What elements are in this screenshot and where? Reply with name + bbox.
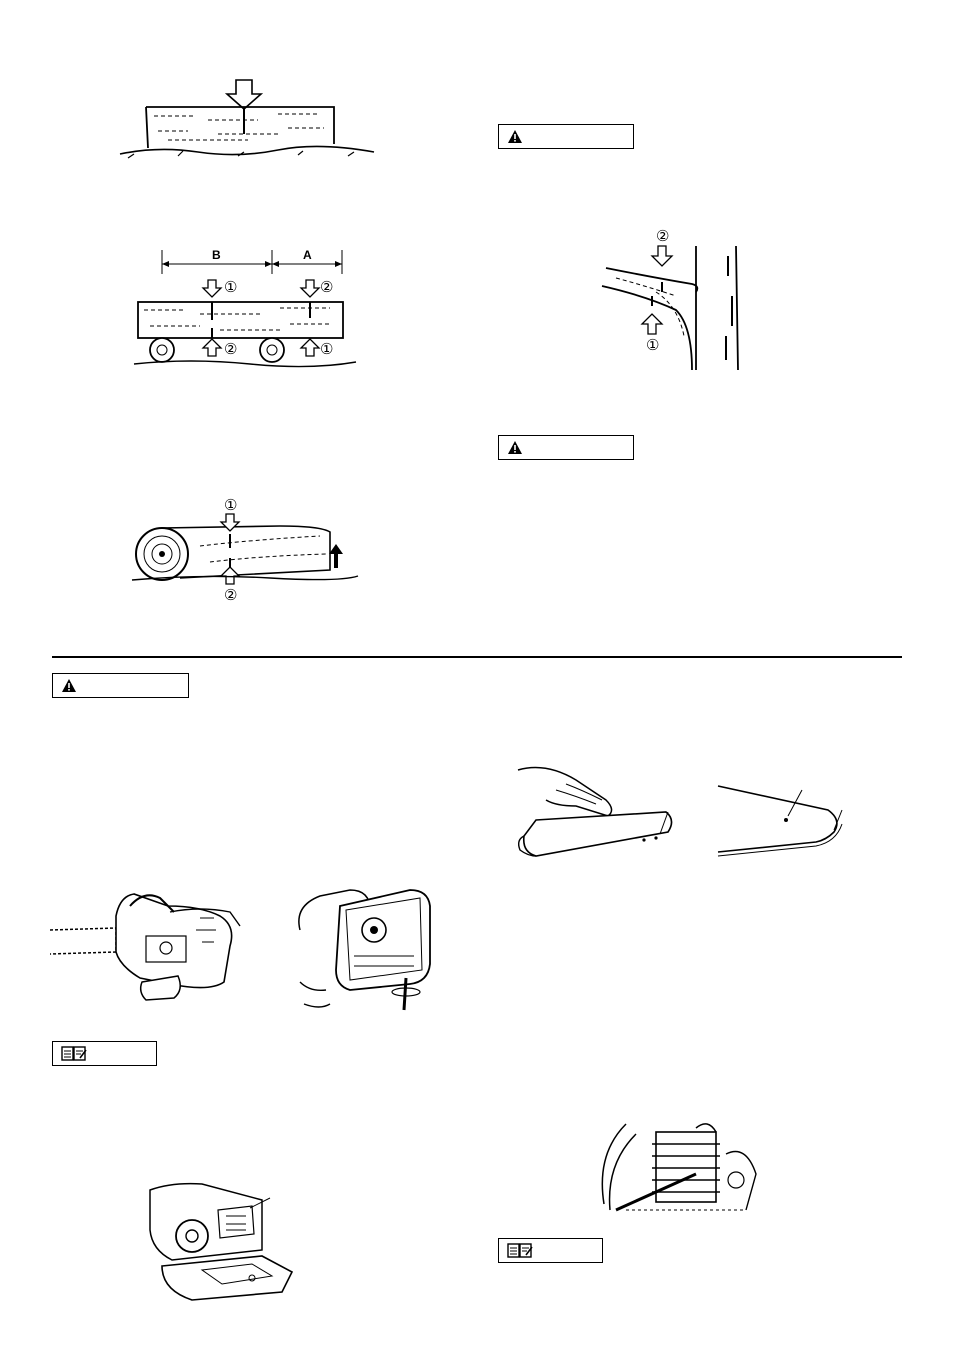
figure-guide-bar-inspection xyxy=(516,760,846,870)
section-divider xyxy=(52,656,902,658)
figure-air-filter-cover xyxy=(290,886,440,1010)
warning-box xyxy=(52,673,189,698)
cut-label-2: ② xyxy=(656,228,670,245)
cut-label-2: ② xyxy=(320,279,334,296)
figure-log-on-supports xyxy=(130,244,360,374)
note-box xyxy=(498,1238,603,1263)
cut-label-1: ① xyxy=(224,497,238,514)
cut-label-1: ① xyxy=(320,341,334,358)
dimension-label-b: B xyxy=(212,248,221,262)
book-note-icon xyxy=(61,1046,87,1062)
warning-triangle-icon xyxy=(61,678,77,693)
warning-box xyxy=(498,124,634,149)
warning-triangle-icon xyxy=(507,440,523,455)
warning-triangle-icon xyxy=(507,129,523,144)
figure-cylinder-fins xyxy=(596,1114,762,1222)
figure-branch-cut xyxy=(596,226,746,374)
figure-chain-oiler-area xyxy=(142,1180,302,1304)
note-box xyxy=(52,1041,157,1066)
book-note-icon xyxy=(507,1243,533,1259)
cut-label-1: ① xyxy=(646,337,660,354)
warning-box xyxy=(498,435,634,460)
figure-log-on-ground xyxy=(118,76,378,166)
figure-log-under-tension xyxy=(130,496,360,606)
cut-label-2: ② xyxy=(224,341,238,358)
figure-chainsaw-remove-cover xyxy=(50,886,240,1020)
dimension-label-a: A xyxy=(303,248,312,262)
cut-label-1: ① xyxy=(224,279,238,296)
cut-label-2: ② xyxy=(224,587,238,604)
